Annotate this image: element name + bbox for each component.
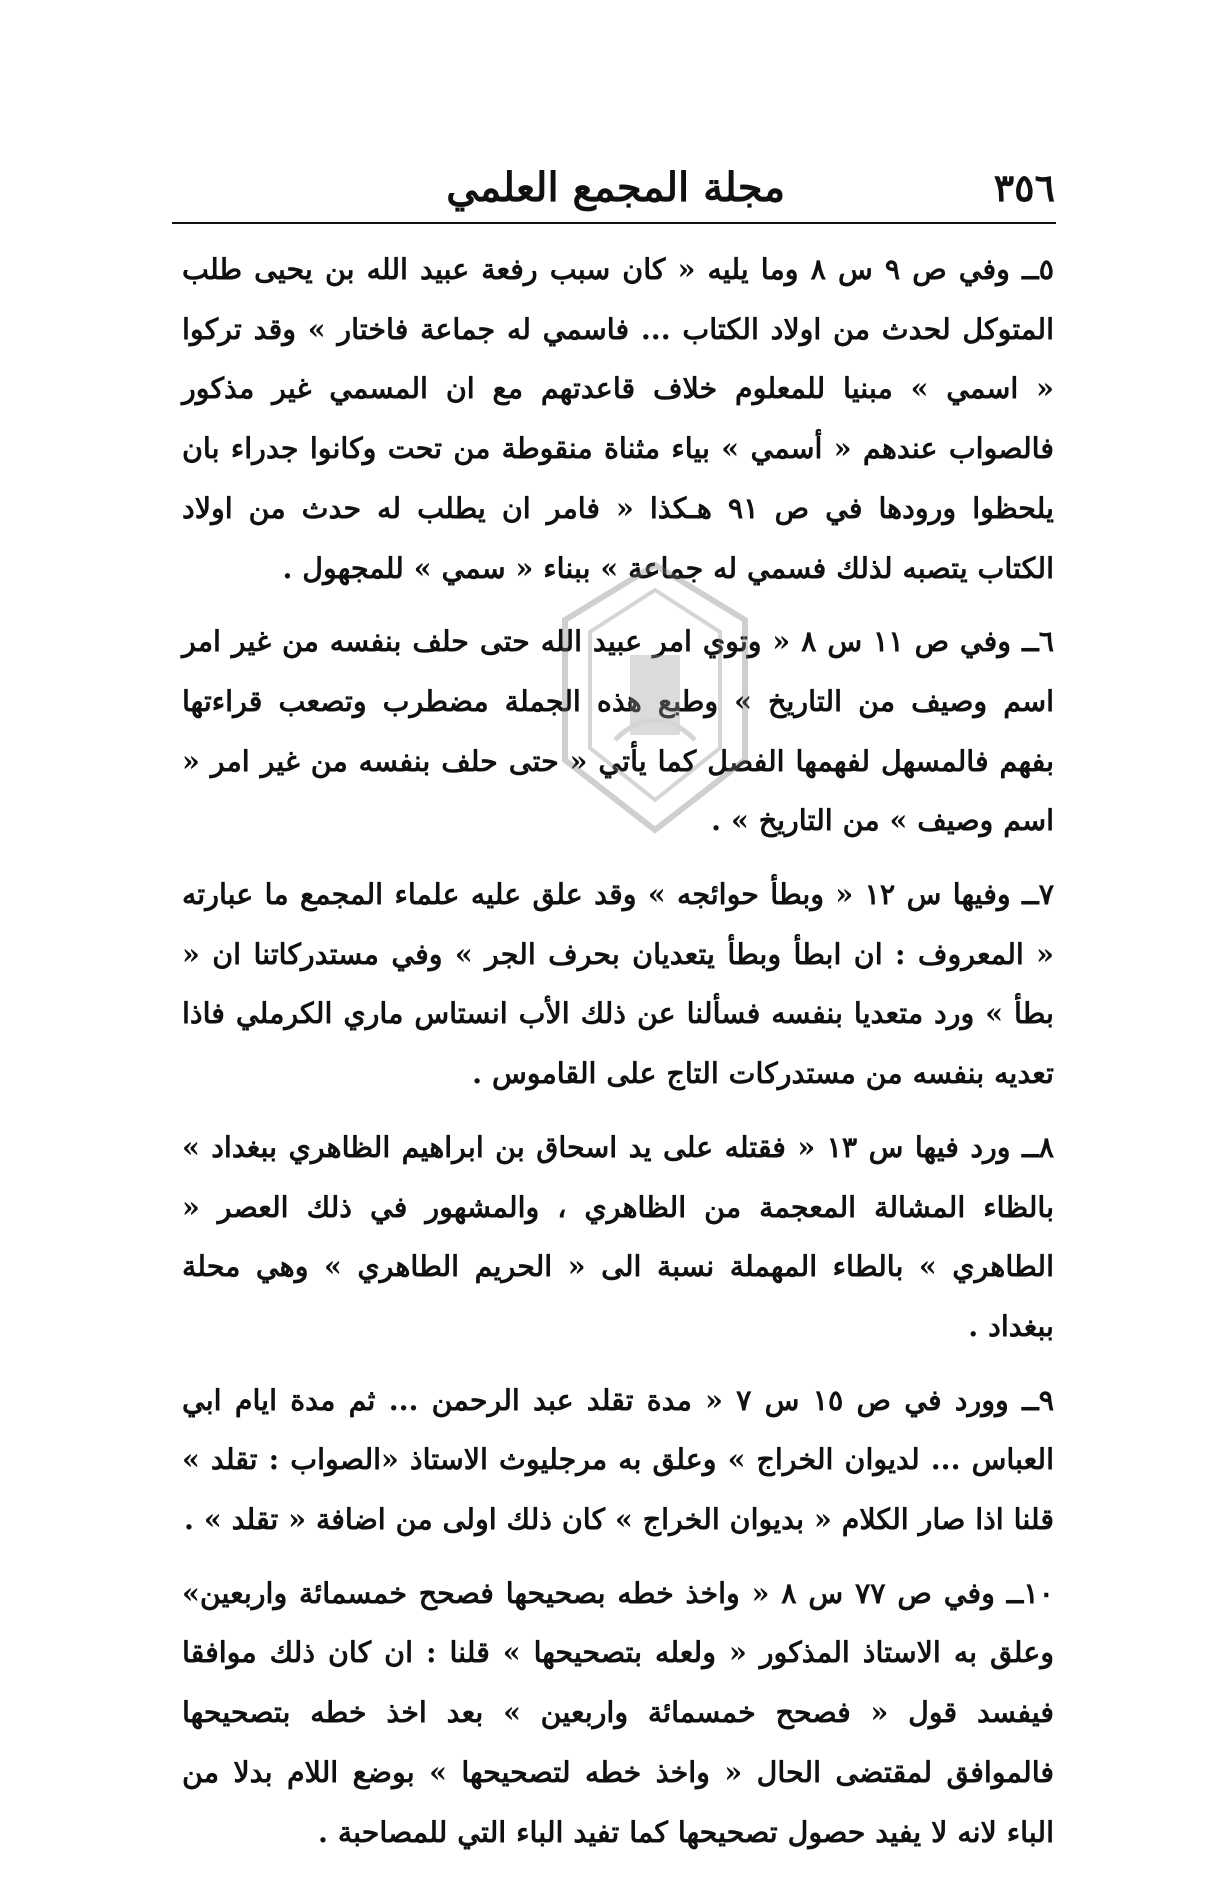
paragraph-10: ١٠ــ وفي ص ٧٧ س ٨ « واخذ خطه بصحيحها فصحح خمسمائة واربعين» وعلق به الاستاذ المذكور « ولعله بتصحيحها » قلنا : ان كان ذلك موافقا فيفسد قول « فصحح خمسمائة واربعين » بعد اخذ خطه بتصحيحها فالموافق لمقتضى الحال « واخذ خطه لتصحيحها » بوضع اللام بدلا من الباء لانه لا يفيد حصول تصحيحها كما تفيد الباء التي للمصاحبة . [182, 1575, 1054, 1849]
header-rule [172, 222, 1056, 224]
paragraph-7: ٧ــ وفيها س ١٢ « وبطأ حوائجه » وقد علق عليه علماء المجمع ما عبارته « المعروف : ان ابطأ وبطأ يتعديان بحرف الجر » وفي مستدركاتنا ان « بطأ » ورد متعديا بنفسه فسألنا عن ذلك الأب انستاس ماري الكرملي فاذا تعديه بنفسه من مستدركات التاج على القاموس . [182, 877, 1054, 1091]
journal-title: مجلة المجمع العلمي [446, 164, 785, 211]
paragraph-5: ٥ــ وفي ص ٩ س ٨ وما يليه « كان سبب رفعة عبيد الله بن يحيى طلب المتوكل لحدث من اولاد الكتاب ... فاسمي له جماعة فاختار » وقد تركوا « اسمي » مبنيا للمعلوم خلاف قاعدتهم مع ان المسمي غير مذكور فالصواب عندهم « أسمي » بياء مثناة منقوطة من تحت وكانوا جدراء بان يلحظوا ورودها في ص ٩١ هـكذا « فامر ان يطلب له حدث من اولاد الكتاب يتصبه لذلك فسمي له جماعة » ببناء « سمي » للمجهول . [182, 252, 1054, 585]
body-text [182, 240, 1054, 1862]
page-number: ٣٥٦ [993, 165, 1055, 210]
page-header [175, 160, 1055, 220]
paragraph-8: ٨ــ ورد فيها س ١٣ « فقتله على يد اسحاق بن ابراهيم الظاهري ببغداد » بالظاء المشالة المعجمة من الظاهري ، والمشهور في ذلك العصر « الطاهري » بالطاء المهملة نسبة الى « الحريم الطاهري » وهي محلة ببغداد . [182, 1129, 1054, 1343]
paragraph-9: ٩ــ وورد في ص ١٥ س ٧ « مدة تقلد عبد الرحمن ... ثم مدة ايام ابي العباس ... لديوان الخراج » وعلق به مرجليوث الاستاذ «الصواب : تقلد » قلنا اذا صار الكلام « بديوان الخراج » كان ذلك اولى من اضافة « تقلد » . [182, 1382, 1054, 1537]
paragraph-6: ٦ــ وفي ص ١١ س ٨ « وتوي امر عبيد الله حتى حلف بنفسه من غير امر اسم وصيف من التاريخ » وطبع هذه الجملة مضطرب وتصعب قراءتها بفهم فالمسهل لفهمها الفصل كما يأتي « حتى حلف بنفسه من غير امر « اسم وصيف » من التاريخ » . [182, 624, 1054, 838]
